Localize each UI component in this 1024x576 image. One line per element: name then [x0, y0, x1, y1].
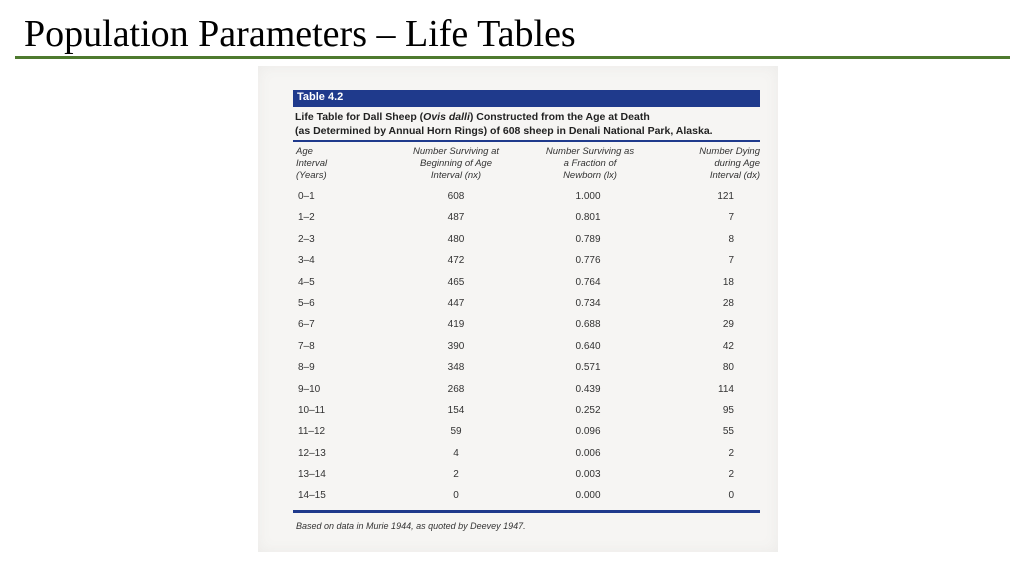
cell-age: 13–14: [298, 469, 326, 481]
cell-age: 8–9: [298, 362, 315, 374]
cell-lx: 0.006: [575, 447, 601, 459]
header-text: Beginning of Age: [419, 158, 492, 169]
cell-nx: 480: [447, 233, 465, 245]
caption-divider: [293, 140, 760, 142]
table-row: [296, 188, 760, 209]
cell-lx: 0.571: [575, 362, 601, 374]
cell-lx: 1.000: [575, 191, 601, 202]
cell-nx: 268: [447, 383, 465, 395]
table-row: [296, 359, 760, 380]
cell-dx: 0: [728, 490, 734, 502]
cell-nx: 2: [453, 469, 459, 481]
table-row: [296, 274, 760, 295]
cell-lx: 0.003: [575, 469, 601, 481]
table-row: [296, 381, 760, 402]
cell-lx: 0.734: [575, 297, 601, 309]
cell-age: 0–1: [298, 191, 315, 202]
cell-nx: 608: [447, 191, 465, 202]
table-row: [296, 209, 760, 230]
cell-age: 10–11: [298, 404, 326, 416]
cell-nx: 419: [447, 319, 465, 331]
cell-lx: 0.439: [575, 383, 601, 395]
cell-age: 12–13: [298, 447, 326, 459]
cell-lx: 0.776: [575, 255, 601, 267]
cell-lx: 0.640: [575, 340, 601, 352]
cell-dx: 95: [722, 404, 734, 416]
cell-lx: 0.789: [575, 233, 601, 245]
header-text: (Years): [296, 170, 327, 181]
table-row: [296, 423, 760, 444]
cell-dx: 2: [728, 447, 734, 459]
header-age-interval: [296, 146, 327, 182]
species-name: Ovis dalli: [423, 111, 470, 123]
cell-nx: 0: [453, 490, 459, 502]
cell-nx: 154: [447, 404, 465, 416]
cell-age: 11–12: [298, 426, 326, 438]
table-number: Table 4.2: [297, 91, 344, 103]
header-text: Number Dying: [699, 146, 760, 157]
cell-nx: 447: [447, 297, 465, 309]
title-divider: [15, 56, 1010, 59]
cell-age: 6–7: [298, 319, 315, 331]
cell-nx: 487: [447, 212, 465, 224]
cell-age: 4–5: [298, 276, 315, 288]
life-table-body: [296, 188, 760, 509]
cell-age: 2–3: [298, 233, 315, 245]
cell-dx: 7: [728, 255, 734, 267]
header-fraction-surviving: [530, 146, 650, 182]
table-row: [296, 316, 760, 337]
table-caption: [295, 110, 760, 138]
cell-nx: 472: [447, 255, 465, 267]
header-text: Age: [296, 146, 313, 157]
header-text: Number Surviving at: [412, 146, 500, 157]
cell-age: 7–8: [298, 340, 315, 352]
cell-dx: 8: [728, 233, 734, 245]
cell-lx: 0.764: [575, 276, 601, 288]
header-text: a Fraction of: [563, 158, 617, 169]
table-row: [296, 295, 760, 316]
cell-lx: 0.252: [575, 404, 601, 416]
cell-dx: 28: [722, 297, 734, 309]
cell-nx: 465: [447, 276, 465, 288]
cell-dx: 2: [728, 469, 734, 481]
caption-part-2: ) Constructed from the Age at Death: [469, 111, 650, 123]
header-text: during Age: [714, 158, 760, 169]
table-row: [296, 402, 760, 423]
header-text: Number Surviving as: [545, 146, 635, 157]
cell-lx: 0.801: [575, 212, 601, 224]
header-number-dying: [680, 146, 760, 182]
cell-lx: 0.000: [575, 490, 601, 502]
table-number-bar: [293, 90, 760, 107]
table-row: [296, 487, 760, 508]
cell-lx: 0.096: [575, 426, 601, 438]
cell-age: 14–15: [298, 490, 326, 502]
table-bottom-rule: [293, 510, 760, 513]
cell-lx: 0.688: [575, 319, 601, 331]
cell-dx: 29: [722, 319, 734, 331]
cell-nx: 59: [450, 426, 462, 438]
header-text: Interval (dx): [709, 170, 760, 181]
slide-title: Population Parameters – Life Tables: [24, 13, 576, 55]
cell-age: 1–2: [298, 212, 315, 224]
cell-nx: 390: [447, 340, 465, 352]
table-row: [296, 338, 760, 359]
cell-dx: 55: [722, 426, 734, 438]
cell-dx: 42: [722, 340, 734, 352]
header-text: Interval: [296, 158, 328, 169]
header-text: Newborn (lx): [563, 170, 617, 181]
cell-dx: 7: [728, 212, 734, 224]
cell-dx: 121: [717, 191, 734, 202]
source-note: Based on data in Murie 1944, as quoted by Deevey 1947.: [296, 521, 526, 531]
header-number-surviving: [396, 146, 516, 182]
cell-age: 3–4: [298, 255, 315, 267]
header-text: Interval (nx): [430, 170, 482, 181]
cell-age: 5–6: [298, 297, 315, 309]
table-row: [296, 231, 760, 252]
cell-nx: 4: [453, 447, 459, 459]
cell-age: 9–10: [298, 383, 321, 395]
cell-dx: 18: [722, 276, 734, 288]
table-row: [296, 252, 760, 273]
cell-nx: 348: [447, 362, 465, 374]
table-row: [296, 466, 760, 487]
cell-dx: 114: [718, 383, 734, 395]
cell-dx: 80: [722, 362, 734, 374]
table-row: [296, 445, 760, 466]
caption-part-1: Life Table for Dall Sheep (: [295, 111, 424, 123]
caption-line-2: (as Determined by Annual Horn Rings) of 608 sheep in Denali National Park, Alaska.: [295, 125, 713, 137]
